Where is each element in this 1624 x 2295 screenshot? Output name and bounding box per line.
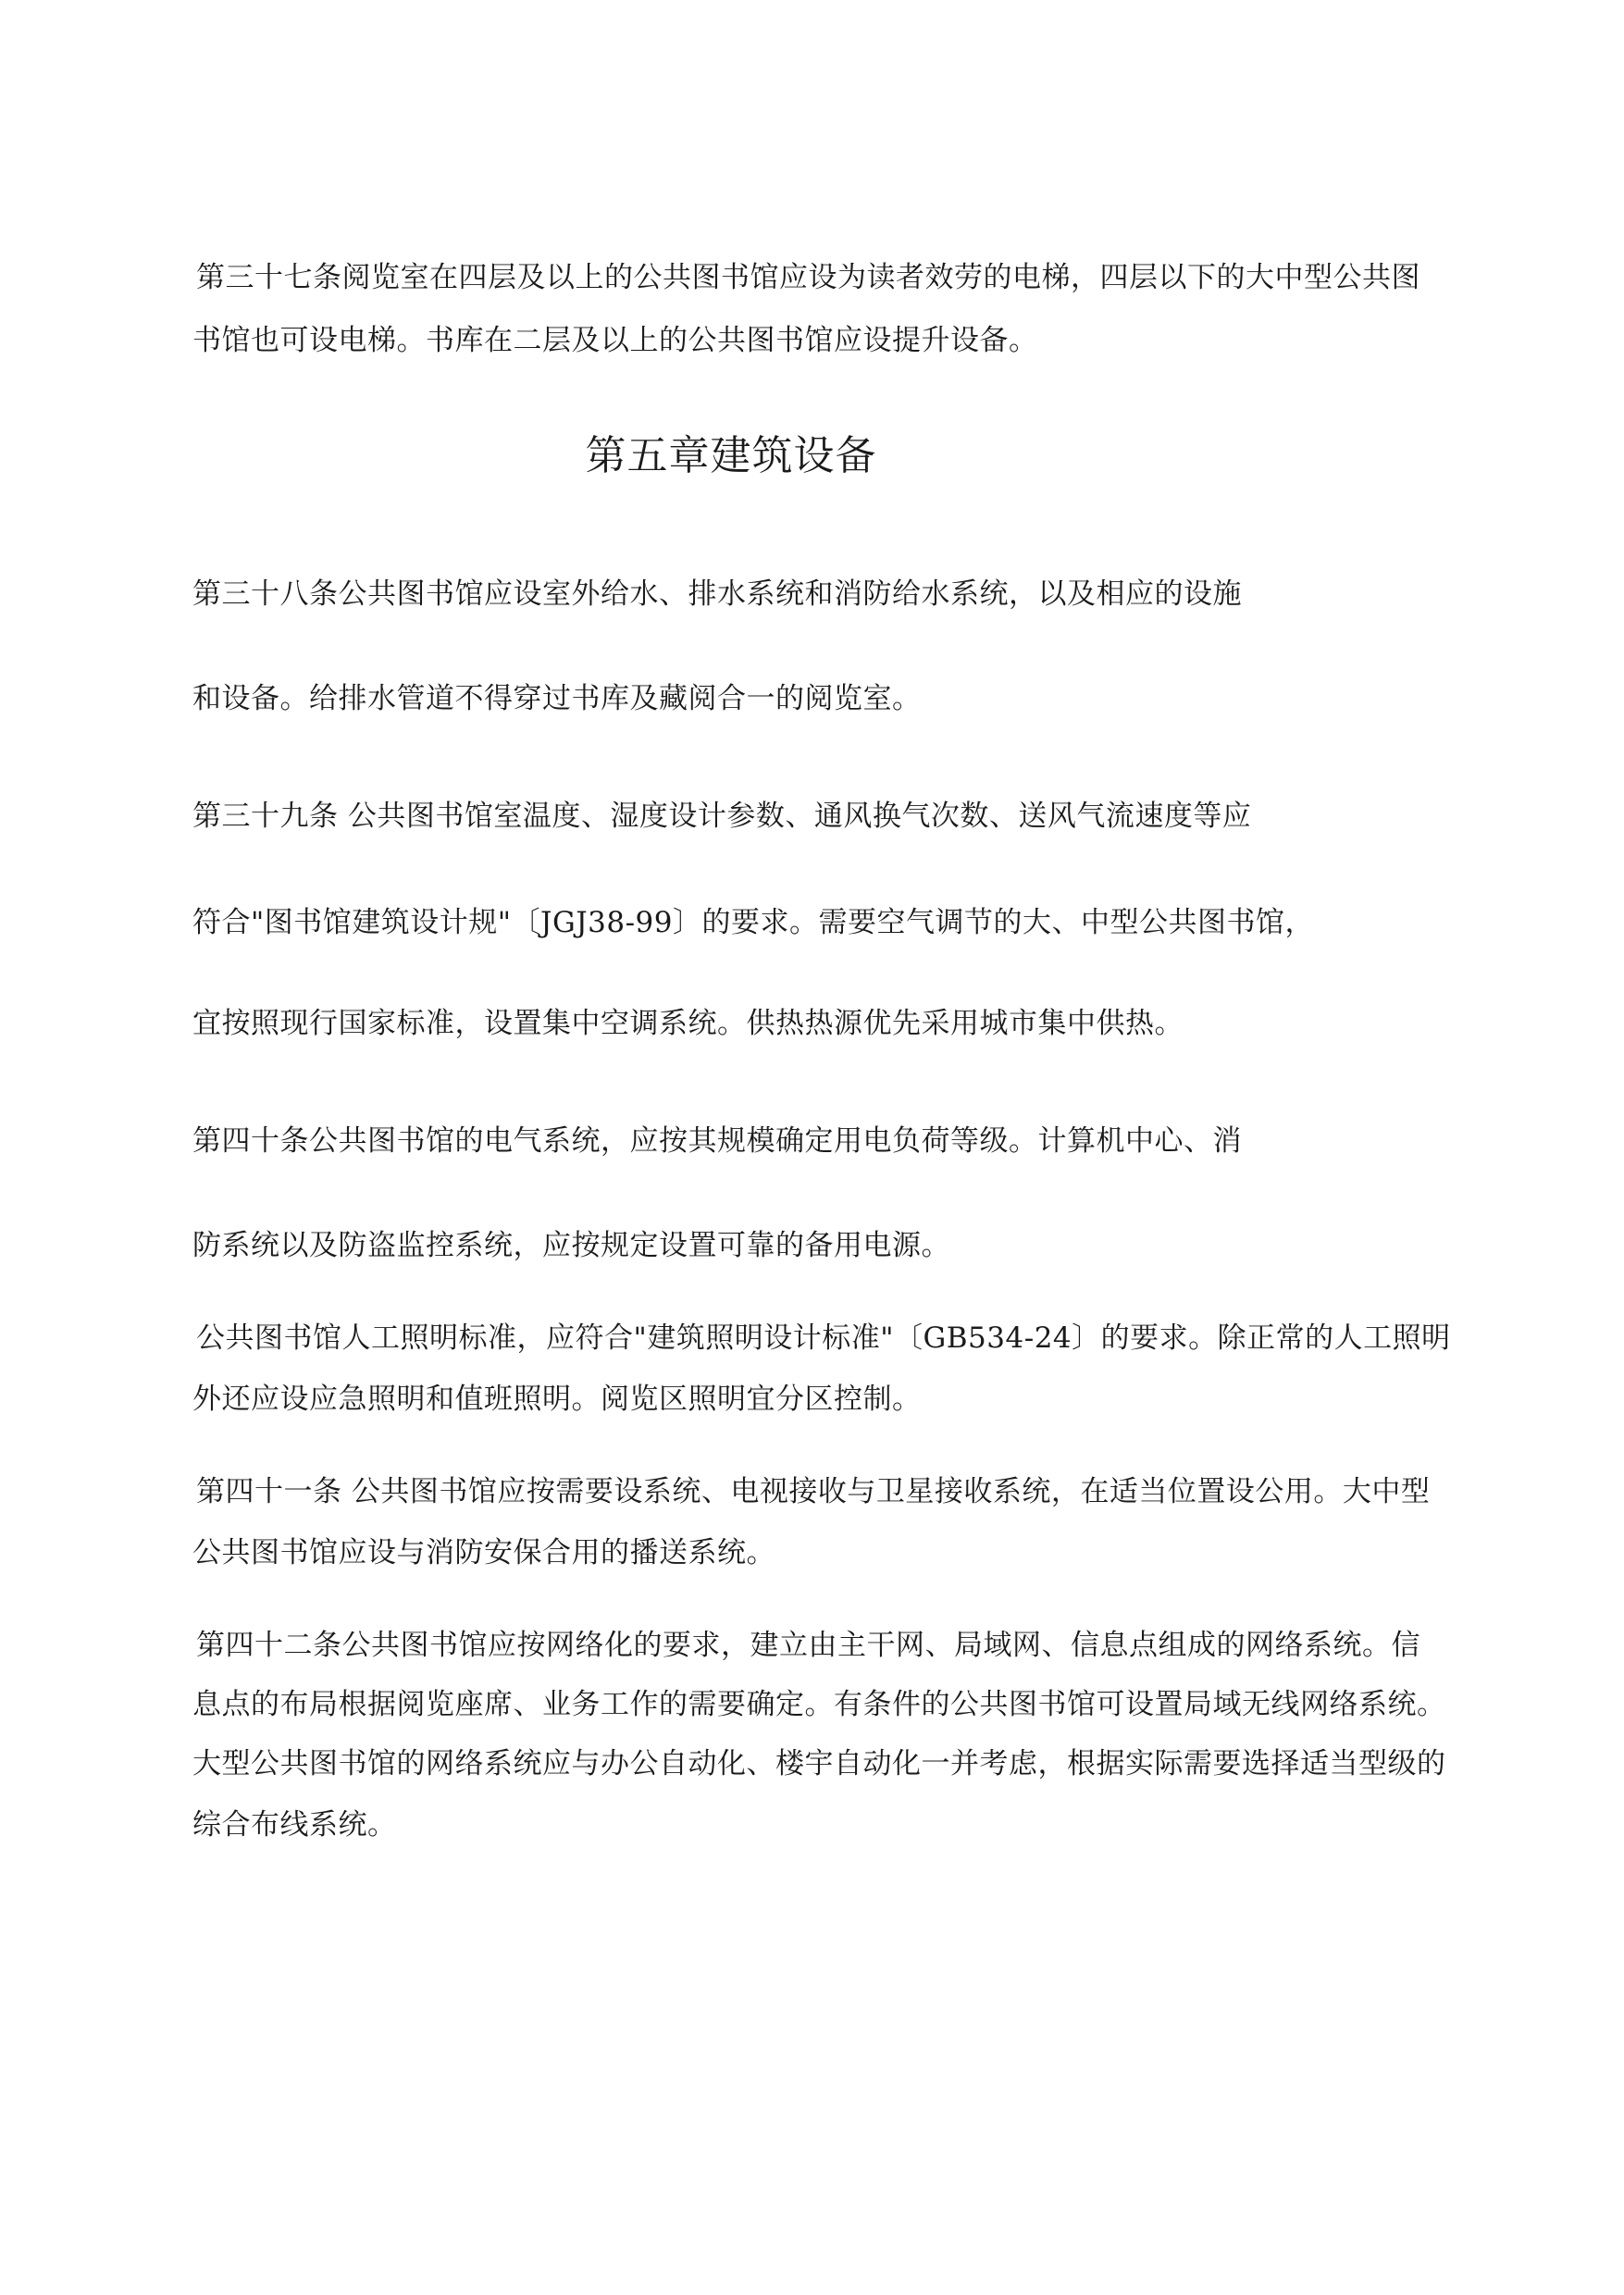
chapter-title: 第五章建筑设备 xyxy=(585,432,877,479)
article-38-line-2: 和设备。给排水管道不得穿过书库及藏阅合一的阅览室。 xyxy=(192,682,922,715)
lighting-line-2: 外还应设应急照明和值班照明。阅览区照明宜分区控制。 xyxy=(192,1383,922,1416)
article-41-line-2: 公共图书馆应设与消防安保合用的播送系统。 xyxy=(192,1536,775,1569)
article-39-line-2: 符合"图书馆建筑设计规"〔JGJ38-99〕的要求。需要空气调节的大、中型公共图书馆， xyxy=(192,906,1314,939)
article-39-line-3: 宜按照现行国家标准，设置集中空调系统。供热热源优先采用城市集中供热。 xyxy=(192,1007,1184,1040)
article-40-line-1: 第四十条公共图书馆的电气系统，应按其规模确定用电负荷等级。计算机中心、消 xyxy=(192,1124,1242,1158)
article-38-line-1: 第三十八条公共图书馆应设室外给水、排水系统和消防给水系统，以及相应的设施 xyxy=(192,577,1242,611)
article-37-line-1: 第三十七条阅览室在四层及以上的公共图书馆应设为读者效劳的电梯，四层以下的大中型公共图 xyxy=(196,261,1420,294)
lighting-line-1: 公共图书馆人工照明标准，应符合"建筑照明设计标准"〔GB534-24〕的要求。除正常的人工照明 xyxy=(196,1321,1451,1355)
article-42-line-4: 综合布线系统。 xyxy=(192,1808,397,1842)
article-40-line-2: 防系统以及防盗监控系统，应按规定设置可靠的备用电源。 xyxy=(192,1229,950,1262)
article-39-line-1: 第三十九条 公共图书馆室温度、湿度设计参数、通风换气次数、送风气流速度等应 xyxy=(192,800,1252,833)
article-42-line-2: 息点的布局根据阅览座席、业务工作的需要确定。有条件的公共图书馆可设置局域无线网络系统。 xyxy=(192,1688,1446,1721)
article-42-line-1: 第四十二条公共图书馆应按网络化的要求，建立由主干网、局域网、信息点组成的网络系统。信 xyxy=(196,1629,1420,1662)
article-37-line-2: 书馆也可设电梯。书库在二层及以上的公共图书馆应设提升设备。 xyxy=(192,324,1038,357)
article-41-line-1: 第四十一条 公共图书馆应按需要设系统、电视接收与卫星接收系统，在适当位置设公用。大中型 xyxy=(196,1475,1431,1508)
article-42-line-3: 大型公共图书馆的网络系统应与办公自动化、楼宇自动化一并考虑，根据实际需要选择适当型级的 xyxy=(192,1747,1446,1780)
